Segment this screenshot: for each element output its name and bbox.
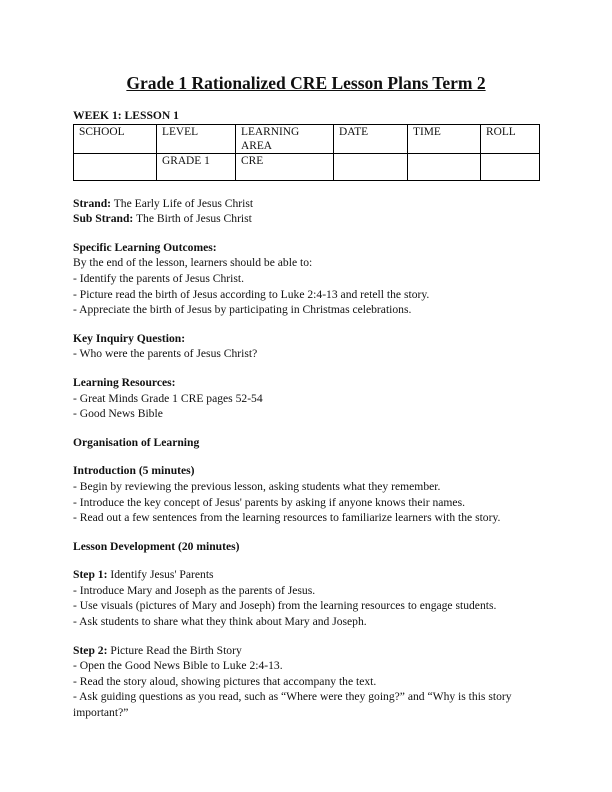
organisation-section (73, 435, 543, 451)
section-heading: Specific Learning Outcomes: (73, 240, 217, 254)
table-row (74, 153, 540, 180)
list-item: - Use visuals (pictures of Mary and Joseph) from the learning resources to engage students. (73, 599, 497, 613)
table-cell: DATE (334, 124, 408, 153)
section-heading: Learning Resources: (73, 375, 176, 389)
list-item: - Picture read the birth of Jesus according to Luke 2:4-13 and retell the story. (73, 287, 430, 301)
list-item: - Great Minds Grade 1 CRE pages 52-54 (73, 391, 263, 405)
table-cell (408, 153, 481, 180)
list-item: - Introduce Mary and Joseph as the parents of Jesus. (73, 583, 316, 597)
step-title: Picture Read the Birth Story (107, 643, 242, 657)
page-title: Grade 1 Rationalized CRE Lesson Plans Term 2 (126, 73, 486, 93)
step2-section (73, 643, 543, 721)
table-cell: SCHOOL (74, 124, 157, 153)
section-heading: Key Inquiry Question: (73, 331, 186, 345)
list-item: - Appreciate the birth of Jesus by participating in Christmas celebrations. (73, 303, 412, 317)
table-cell: TIME (408, 124, 481, 153)
list-item: - Begin by reviewing the previous lesson, asking students what they remember. (73, 479, 441, 493)
list-item: - Who were the parents of Jesus Christ? (73, 347, 258, 361)
sub-strand-value: The Birth of Jesus Christ (133, 212, 252, 226)
table-cell: ROLL (481, 124, 540, 153)
table-cell: LEARNING AREA (236, 124, 334, 153)
outcomes-section (73, 240, 543, 318)
step-title: Identify Jesus' Parents (107, 568, 214, 582)
list-item: - Read the story aloud, showing pictures that accompany the text. (73, 674, 377, 688)
list-item: - Read out a few sentences from the learning resources to familiarize learners with the story. (73, 511, 501, 525)
lesson-info-table (73, 124, 540, 181)
table-cell (334, 153, 408, 180)
list-item: - Introduce the key concept of Jesus' parents by asking if anyone knows their names. (73, 495, 465, 509)
table-header-row (74, 124, 540, 153)
step-label: Step 1: (73, 568, 108, 582)
sub-strand-label: Sub Strand: (73, 212, 134, 226)
inquiry-section (73, 331, 543, 362)
development-section (73, 539, 543, 555)
step1-section (73, 567, 543, 629)
list-item: - Ask students to share what they think about Mary and Joseph. (73, 615, 367, 629)
step-label: Step 2: (73, 643, 108, 657)
section-heading: Introduction (5 minutes) (73, 464, 195, 478)
strand-value: The Early Life of Jesus Christ (111, 196, 254, 210)
list-item: - Good News Bible (73, 407, 163, 421)
outcomes-intro: By the end of the lesson, learners should be able to: (73, 256, 313, 270)
list-item: - Ask guiding questions as you read, such as “Where were they going?” and “Why is this story important?” (73, 690, 512, 720)
table-cell: GRADE 1 (157, 153, 236, 180)
list-item: - Identify the parents of Jesus Christ. (73, 271, 244, 285)
section-heading: Organisation of Learning (73, 435, 200, 449)
table-cell (481, 153, 540, 180)
week-heading: WEEK 1: LESSON 1 (73, 109, 179, 122)
strand-label: Strand: (73, 196, 112, 210)
resources-section (73, 375, 543, 422)
introduction-section (73, 463, 543, 525)
table-cell (74, 153, 157, 180)
list-item: - Open the Good News Bible to Luke 2:4-13. (73, 659, 283, 673)
document-body (73, 108, 543, 721)
table-cell: LEVEL (157, 124, 236, 153)
section-heading: Lesson Development (20 minutes) (73, 539, 240, 553)
strand-section (73, 196, 543, 227)
table-cell: CRE (236, 153, 334, 180)
